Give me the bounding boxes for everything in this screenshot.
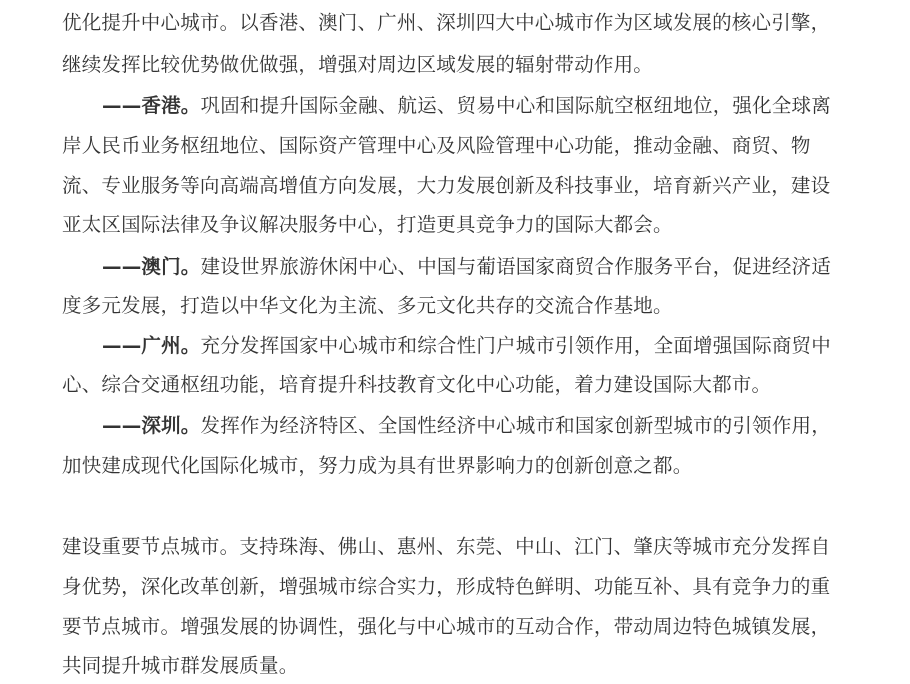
nodes-line-2: 身优势，深化改革创新，增强城市综合实力，形成特色鲜明、功能互补、具有竞争力的重 <box>62 575 831 598</box>
hongkong-line-2: 岸人民币业务枢纽地位、国际资产管理中心及风险管理中心功能，推动金融、商贸、物 <box>62 134 811 157</box>
macau-line-2: 度多元发展，打造以中华文化为主流、多元文化共存的交流合作基地。 <box>62 294 673 317</box>
nodes-line-4: 共同提升城市群发展质量。 <box>62 654 299 677</box>
macau-lead: ——澳门。 <box>102 255 201 278</box>
macau-line-1 <box>102 254 831 280</box>
shenzhen-text-1: 发挥作为经济特区、全国性经济中心城市和国家创新型城市的引领作用， <box>200 414 831 437</box>
nodes-line-3: 要节点城市。增强发展的协调性，强化与中心城市的互动合作，带动周边特色城镇发展， <box>62 615 831 638</box>
shenzhen-line-2: 加快建成现代化国际化城市，努力成为具有世界影响力的创新创意之都。 <box>62 454 693 477</box>
macau-text-1: 建设世界旅游休闲中心、中国与葡语国家商贸合作服务平台，促进经济适 <box>200 255 831 278</box>
nodes-line-1: 建设重要节点城市。支持珠海、佛山、惠州、东莞、中山、江门、肇庆等城市充分发挥自 <box>62 535 831 558</box>
shenzhen-lead: ——深圳。 <box>102 414 201 437</box>
guangzhou-lead: ——广州。 <box>102 334 201 357</box>
guangzhou-text-1: 充分发挥国家中心城市和综合性门户城市引领作用，全面增强国际商贸中 <box>200 334 831 357</box>
guangzhou-line-2: 心、综合交通枢纽功能，培育提升科技教育文化中心功能，着力建设国际大都市。 <box>62 373 772 396</box>
intro-line-2: 继续发挥比较优势做优做强，增强对周边区域发展的辐射带动作用。 <box>62 53 654 76</box>
guangzhou-line-1 <box>102 333 831 359</box>
hongkong-line-1 <box>102 93 831 119</box>
hongkong-lead: ——香港。 <box>102 94 201 117</box>
intro-line-1: 优化提升中心城市。以香港、澳门、广州、深圳四大中心城市作为区域发展的核心引擎， <box>62 11 831 34</box>
hongkong-text-1: 巩固和提升国际金融、航运、贸易中心和国际航空枢纽地位，强化全球离 <box>200 94 831 117</box>
shenzhen-line-1 <box>102 413 831 439</box>
hongkong-line-3: 流、专业服务等向高端高增值方向发展，大力发展创新及科技事业，培育新兴产业，建设 <box>62 174 831 197</box>
hongkong-line-4: 亚太区国际法律及争议解决服务中心，打造更具竞争力的国际大都会。 <box>62 213 673 236</box>
